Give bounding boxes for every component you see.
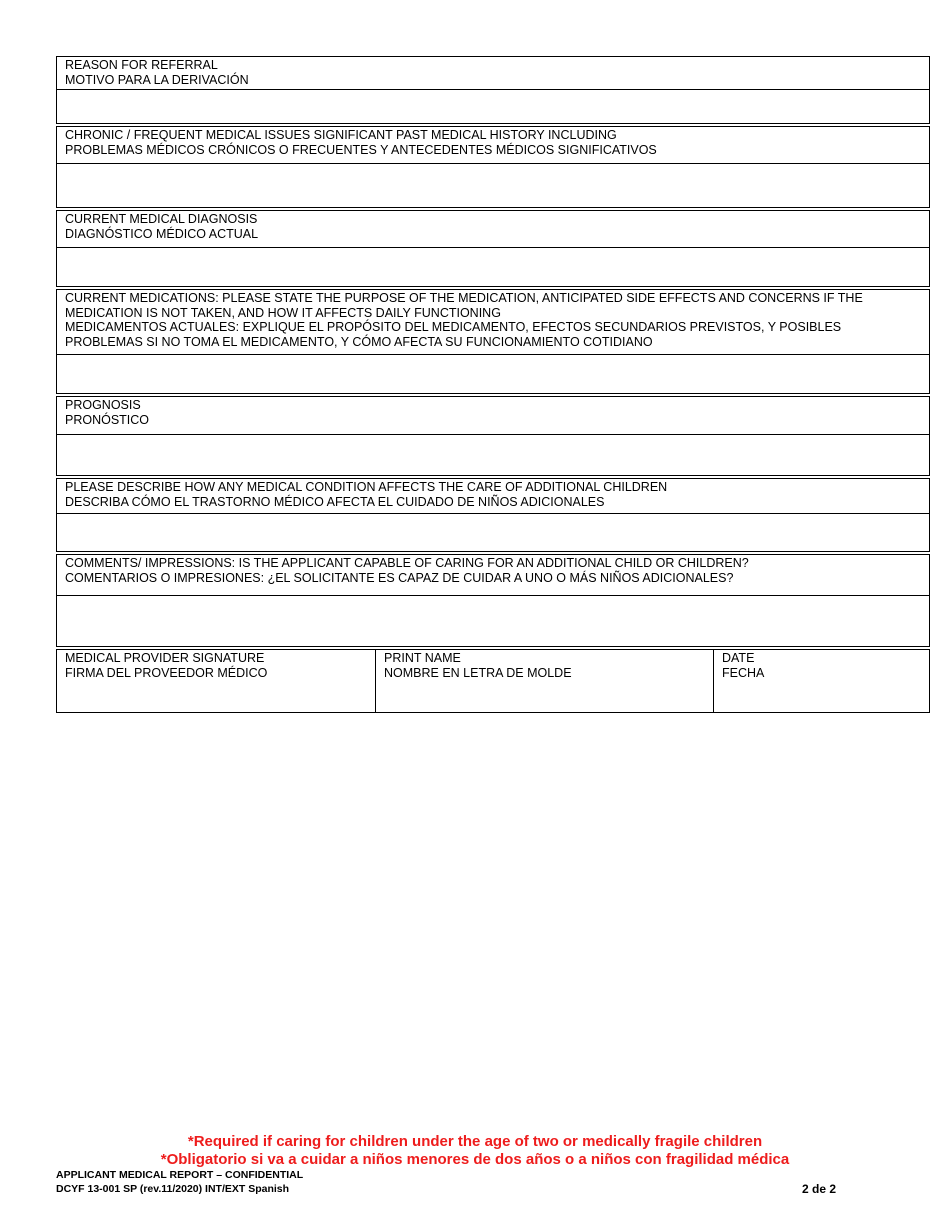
reason-for-referral-field[interactable]	[57, 90, 929, 127]
provider-signature-label-en: MEDICAL PROVIDER SIGNATURE	[65, 651, 265, 665]
label-en: PLEASE DESCRIBE HOW ANY MEDICAL CONDITION AFFECTS THE CARE OF ADDITIONAL CHILDREN	[65, 480, 668, 494]
required-note-es: *Obligatorio si va a cuidar a niños menores de dos años o a niños con fragilidad médica	[160, 1151, 790, 1168]
section-label	[57, 57, 930, 90]
provider-signature-label-es: FIRMA DEL PROVEEDOR MÉDICO	[65, 665, 268, 680]
print-name-label-en: PRINT NAME	[384, 651, 461, 665]
section-label	[57, 397, 930, 435]
label-en: COMMENTS/ IMPRESSIONS: IS THE APPLICANT CAPABLE OF CARING FOR AN ADDITIONAL CHILD OR CHILDREN?	[65, 556, 749, 570]
section-label	[57, 479, 930, 514]
label-es: COMENTARIOS O IMPRESIONES: ¿EL SOLICITANTE ES CAPAZ DE CUIDAR A UNO O MÁS NIÑOS ADICIONALES?	[65, 570, 734, 585]
label-es: MEDICAMENTOS ACTUALES: EXPLIQUE EL PROPÓSITO DEL MEDICAMENTO, EFECTOS SECUNDARIOS PREVISTOS, Y POSIBLES PROBLEMAS SI NO TOMA EL MEDICAMENTO, Y CÓMO AFECTA SU FUNCIONAMIENTO COTIDIANO	[65, 320, 842, 349]
prognosis-field[interactable]	[57, 435, 929, 479]
label-en: PROGNOSIS	[65, 398, 141, 412]
date-label-es: FECHA	[722, 665, 765, 680]
print-name-field[interactable]	[375, 650, 713, 712]
date-field[interactable]	[713, 650, 929, 712]
section-current-diagnosis	[56, 210, 930, 287]
current-medications-field[interactable]	[57, 355, 929, 397]
current-diagnosis-field[interactable]	[57, 248, 929, 290]
label-es: DESCRIBA CÓMO EL TRASTORNO MÉDICO AFECTA EL CUIDADO DE NIÑOS ADICIONALES	[65, 494, 605, 509]
section-reason-for-referral	[56, 56, 930, 124]
section-label	[57, 290, 930, 355]
label-en: CURRENT MEDICAL DIAGNOSIS	[65, 212, 258, 226]
print-name-label-es: NOMBRE EN LETRA DE MOLDE	[384, 665, 572, 680]
label-es: PROBLEMAS MÉDICOS CRÓNICOS O FRECUENTES Y ANTECEDENTES MÉDICOS SIGNIFICATIVOS	[65, 142, 657, 157]
section-chronic-issues	[56, 126, 930, 208]
section-prognosis	[56, 396, 930, 476]
date-label-en: DATE	[722, 651, 755, 665]
page-number: 2 de 2	[802, 1182, 837, 1196]
signature-row	[56, 649, 930, 713]
section-current-medications	[56, 289, 930, 394]
section-label	[57, 555, 930, 596]
label-es: DIAGNÓSTICO MÉDICO ACTUAL	[65, 226, 259, 241]
section-comments-impressions	[56, 554, 930, 647]
label-en: CURRENT MEDICATIONS: PLEASE STATE THE PURPOSE OF THE MEDICATION, ANTICIPATED SIDE EFFECTS AND CONCERNS IF THE MEDICATION IS NOT TAKEN, AND HOW IT AFFECTS DAILY FUNCTIONING	[65, 291, 863, 320]
chronic-issues-field[interactable]	[57, 164, 929, 211]
label-en: CHRONIC / FREQUENT MEDICAL ISSUES SIGNIFICANT PAST MEDICAL HISTORY INCLUDING	[65, 128, 617, 142]
required-note-en: *Required if caring for children under the age of two or medically fragile children	[187, 1133, 763, 1150]
section-label	[57, 211, 930, 248]
medical-report-form	[56, 56, 930, 713]
label-en: REASON FOR REFERRAL	[65, 58, 218, 72]
section-care-additional-children	[56, 478, 930, 552]
form-title: APPLICANT MEDICAL REPORT – CONFIDENTIAL	[56, 1169, 304, 1181]
provider-signature-field[interactable]	[57, 650, 375, 712]
label-es: MOTIVO PARA LA DERIVACIÓN	[65, 72, 249, 87]
care-additional-children-field[interactable]	[57, 514, 929, 554]
label-es: PRONÓSTICO	[65, 412, 150, 427]
section-label	[57, 127, 930, 164]
comments-impressions-field[interactable]	[57, 596, 929, 650]
form-number: DCYF 13-001 SP (rev.11/2020) INT/EXT Spanish	[56, 1183, 290, 1195]
